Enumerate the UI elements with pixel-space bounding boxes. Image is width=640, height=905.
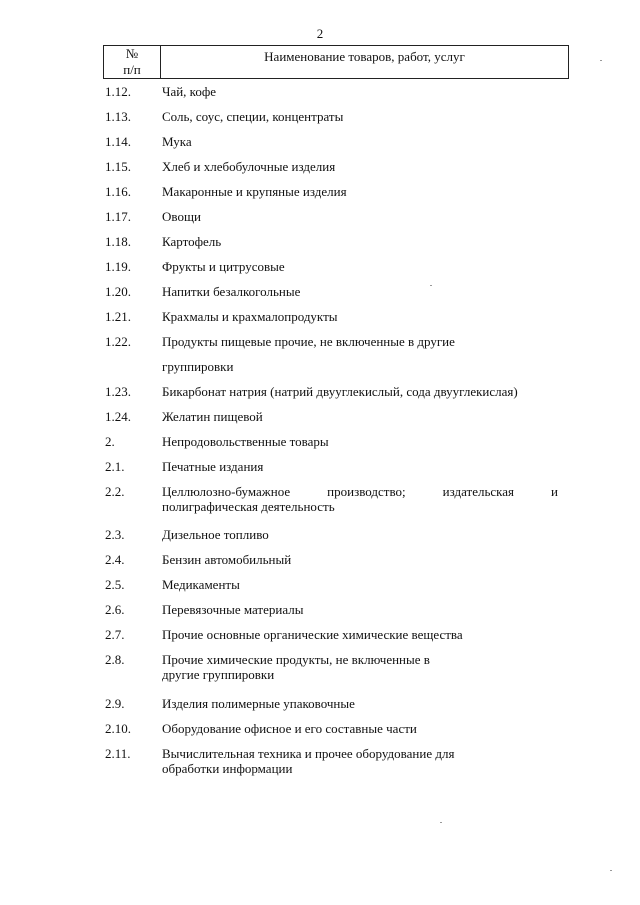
row-number: 1.15. [105,159,131,174]
row-name-line1: Напитки безалкогольные [162,284,301,299]
scan-speck [610,870,612,871]
row-name [162,484,558,514]
row-name-line1: Бензин автомобильный [162,552,292,567]
row-number: 2.6. [105,602,125,617]
row-name [162,721,558,736]
row-number: 1.23. [105,384,131,399]
row-name [162,746,558,776]
row-name-line1: Овощи [162,209,201,224]
header-number-symbol: № [125,46,139,61]
table-header [103,45,569,79]
row-name [162,434,558,449]
row-number: 2.1. [105,459,125,474]
row-number: 1.18. [105,234,131,249]
row-name-line1: Желатин пищевой [162,409,263,424]
row-number: 2.5. [105,577,125,592]
scan-speck [600,60,602,61]
row-name-line1: Продукты пищевые прочие, не включенные в другие [162,334,455,349]
row-name [162,309,558,324]
row-name-line1: Соль, соус, специи, концентраты [162,109,344,124]
row-name-line2: группировки [162,359,234,374]
page-number: 2 [316,26,324,41]
row-number: 1.19. [105,259,131,274]
row-name [162,334,558,374]
row-name-line1: Фрукты и цитрусовые [162,259,285,274]
row-number: 1.13. [105,109,131,124]
row-number: 2.4. [105,552,125,567]
row-name-line1: Медикаменты [162,577,240,592]
row-name [162,696,558,711]
row-number: 1.12. [105,84,131,99]
header-number-cell [104,46,161,78]
row-name-line1: Крахмалы и крахмалопродукты [162,309,338,324]
row-name-line1: Перевязочные материалы [162,602,304,617]
row-name-line1: Мука [162,134,192,149]
header-number-abbrev: п/п [123,62,141,77]
row-name [162,84,558,99]
row-name [162,527,558,542]
row-name-line2: обработки информации [162,761,293,776]
row-name-line1: Прочие основные органические химические вещества [162,627,463,642]
scan-speck [430,285,432,286]
row-number: 2. [105,434,115,449]
row-number: 2.8. [105,652,125,667]
row-name-line1: Непродовольственные товары [162,434,329,449]
row-number: 2.3. [105,527,125,542]
row-name [162,284,558,299]
row-number: 1.20. [105,284,131,299]
row-name [162,384,558,399]
header-name-cell: Наименование товаров, работ, услуг [264,49,465,64]
row-name [162,259,558,274]
row-name-line1: Печатные издания [162,459,264,474]
row-name-line1: Картофель [162,234,222,249]
row-name [162,627,558,642]
row-number: 2.10. [105,721,131,736]
row-number: 1.22. [105,334,131,349]
row-name-line1: Чай, кофе [162,84,217,99]
row-name-line1: Бикарбонат натрия (натрий двууглекислый, сода двууглекислая) [162,384,518,399]
row-name [162,109,558,124]
row-name-line1: Целлюлозно-бумажное производство; издательская и [162,484,558,499]
row-number: 1.17. [105,209,131,224]
row-number: 2.11. [105,746,131,761]
row-number: 1.24. [105,409,131,424]
row-name-line1: Вычислительная техника и прочее оборудование для [162,746,455,761]
row-name-line1: Изделия полимерные упаковочные [162,696,355,711]
row-name-line1: Дизельное топливо [162,527,269,542]
row-name [162,134,558,149]
row-number: 1.21. [105,309,131,324]
row-number: 1.14. [105,134,131,149]
row-name-line1: Макаронные и крупяные изделия [162,184,347,199]
row-number: 1.16. [105,184,131,199]
row-name-line1: Оборудование офисное и его составные части [162,721,417,736]
row-name [162,652,558,682]
row-number: 2.2. [105,484,125,499]
row-name-line2: полиграфическая деятельность [162,499,335,514]
row-number: 2.7. [105,627,125,642]
scan-speck [440,822,442,823]
row-name [162,577,558,592]
row-name [162,459,558,474]
row-name [162,159,558,174]
row-name [162,409,558,424]
row-name-line2: другие группировки [162,667,275,682]
row-name [162,209,558,224]
row-name-line1: Хлеб и хлебобулочные изделия [162,159,336,174]
row-name [162,552,558,567]
row-name [162,234,558,249]
row-name [162,184,558,199]
row-name [162,602,558,617]
row-name-line1: Прочие химические продукты, не включенные в [162,652,430,667]
row-number: 2.9. [105,696,125,711]
